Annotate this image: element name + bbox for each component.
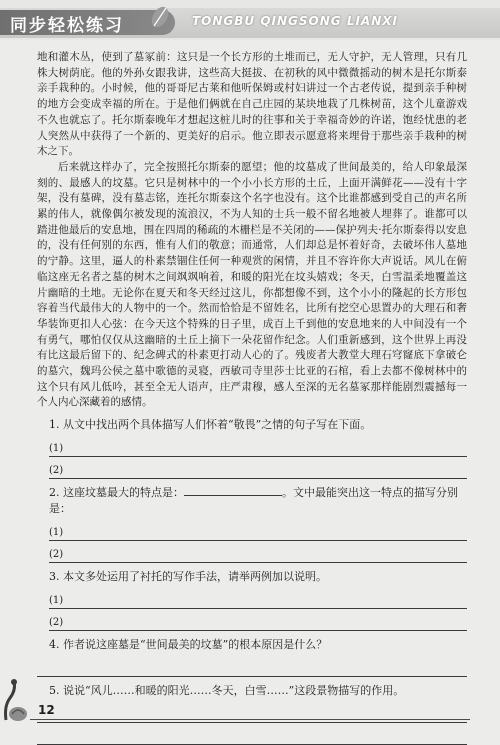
answer-marker: (2) bbox=[49, 549, 64, 561]
question-3: 3. 本文多处运用了衬托的写作手法，请举两例加以说明。 bbox=[49, 570, 327, 584]
header-title: 同步轻松练习 bbox=[10, 16, 124, 36]
answer-marker: (1) bbox=[49, 527, 64, 539]
answer-marker: (1) bbox=[49, 595, 64, 607]
question-4: 4. 作者说这座墓是“世间最美的坟墓”的根本原因是什么？ bbox=[49, 638, 328, 652]
footer-divider bbox=[30, 719, 470, 720]
question-2-part-a: 2. 这座坟墓最大的特点是： bbox=[49, 486, 184, 500]
answer-line-1-1[interactable] bbox=[49, 435, 467, 457]
page-header bbox=[0, 0, 500, 40]
question-2 bbox=[49, 485, 467, 517]
snail-icon bbox=[2, 676, 36, 724]
inline-answer-blank[interactable] bbox=[184, 485, 282, 496]
question-2-part-b: 。文中最能突出这一特点的描写分别是： bbox=[49, 486, 458, 516]
question-section bbox=[37, 417, 467, 745]
answer-marker: (2) bbox=[49, 465, 64, 477]
leaf-icon bbox=[146, 4, 174, 32]
passage-paragraph-2: 后来就这样办了，完全按照托尔斯泰的愿望；他的坟墓成了世间最美的，给人印象最深刻的、最感人的坟墓。它只是树林中的一个小小长方形的土丘，上面开满鲜花——没有十字架，没有墓碑，没有墓志铭，连托尔斯泰这个名字也没有。这个比谁都感到受自己的声名所累的伟人，就像偶尔被发现的流浪汉，不为人知的士兵一般不留名地被人埋葬了。谁都可以踏进他最后的安息地，围在四周的稀疏的木栅栏是不关闭的——保护列夫·托尔斯泰得以安息的，没有任何别的东西，惟有人们的敬意；而通常，人们却总是怀着好奇，去破坏伟人墓地的宁静。这里，逼人的朴素禁锢住任何一种观赏的闲情，并且不容许你大声说话。风儿在俯临这座无名者之墓的树木之间飒飒响着，和暖的阳光在坟头嬉戏；冬天，白雪温柔地覆盖这片幽暗的土地。无论你在夏天和冬天经过这儿，你都想像不到，这个小小的隆起的长方形包容着当代最伟大的人物中的一个。然而恰恰是不留姓名，比所有挖空心思置办的大理石和奢华装饰更扣人心弦：在今天这个特殊的日子里，成百上千到他的安息地来的人中间没有一个有勇气，哪怕仅仅从这幽暗的土丘上摘下一朵花留作纪念。人们重新感到，这个世界上再没有比这最后留下的、纪念碑式的朴素更打动人心的了。残废者大教堂大理石穹窿底下拿破仑的墓穴，魏玛公侯之墓中歌德的灵寝，西敏司寺里莎士比亚的石棺，看上去都不像树林中的这个只有风儿低吟，甚至全无人语声，庄严肃穆，感人至深的无名墓冢那样能剧烈震撼每一个人内心深藏着的感情。 bbox=[37, 160, 467, 409]
answer-line-1-2[interactable] bbox=[49, 457, 467, 479]
answer-line-5-2[interactable] bbox=[37, 723, 467, 745]
question-1: 1. 从文中找出两个具体描写人们怀着“敬畏”之情的句子写在下面。 bbox=[49, 418, 372, 432]
page-content bbox=[37, 50, 467, 745]
passage-paragraph-1: 地和灌木丛，使到了墓冢前：这只是一个长方形的土堆而已，无人守护，无人管理，只有几株大树荫庇。他的外孙女跟我讲，这些高大挺拔、在初秋的风中微微摇动的树木是托尔斯泰亲手栽种的。小时候，他的哥哥尼古莱和他听保姆或村妇讲过一个古老传说，提到亲手种树的地方会变成幸福的所在。于是他们俩就在自己庄园的某块地栽了几株树苗，这个儿童游戏不久也就忘了。托尔斯泰晚年才想起这桩儿时的往事和关于幸福奇妙的许诺，饱经忧患的老人突然从中获得了一个新的、更美好的启示。他立即表示愿意将来埋骨于那些亲手栽种的树木之下。 bbox=[37, 51, 467, 158]
answer-line-2-1[interactable] bbox=[49, 519, 467, 541]
page-number: 12 bbox=[38, 703, 55, 717]
answer-marker: (2) bbox=[49, 617, 64, 629]
answer-line-2-2[interactable] bbox=[49, 541, 467, 563]
answer-marker: (1) bbox=[49, 443, 64, 455]
question-5: 5. 说说“风儿……和暖的阳光……冬天，白雪……”这段景物描写的作用。 bbox=[49, 684, 405, 698]
answer-line-3-2[interactable] bbox=[49, 609, 467, 631]
header-pinyin: TONGBU QINGSONG LIANXI bbox=[192, 14, 398, 28]
answer-line-4[interactable] bbox=[37, 655, 467, 677]
answer-line-3-1[interactable] bbox=[49, 587, 467, 609]
